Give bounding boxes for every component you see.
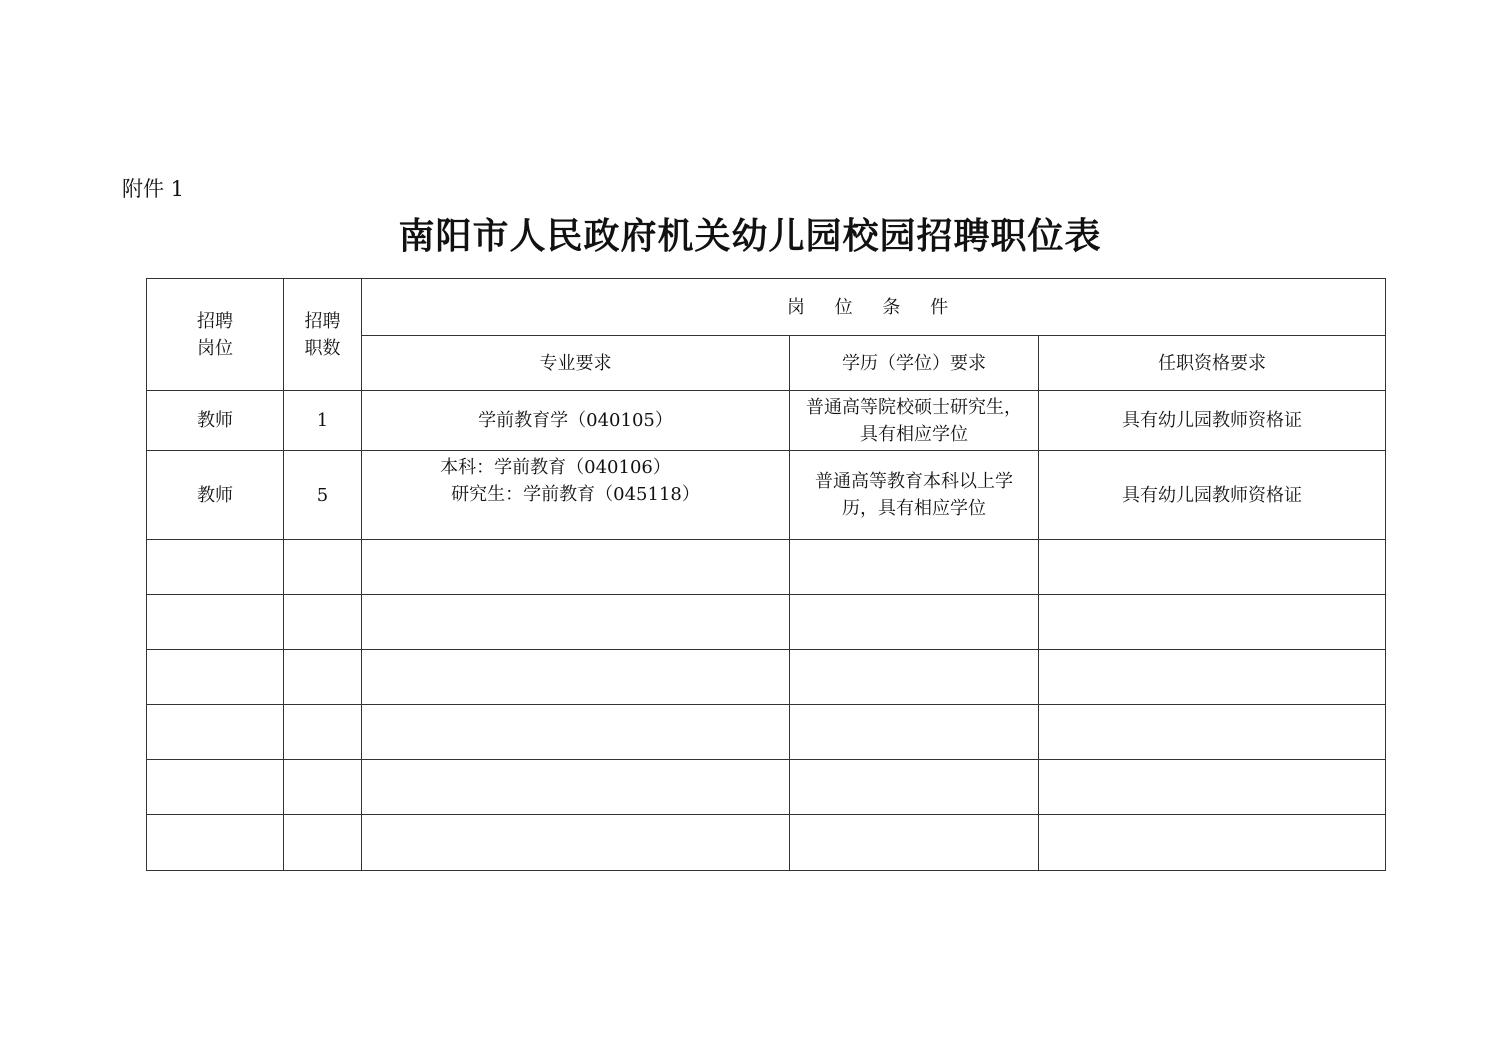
row-education-line2: 具有相应学位 — [860, 423, 968, 445]
header-count — [284, 279, 362, 391]
header-qualification: 任职资格要求 — [1039, 336, 1386, 391]
empty-row — [147, 705, 1386, 760]
empty-cell — [147, 650, 284, 705]
header-count-line1: 招聘 — [304, 310, 341, 332]
empty-cell — [1039, 595, 1386, 650]
empty-cell — [790, 540, 1039, 595]
row-major — [362, 391, 790, 451]
empty-cell — [147, 760, 284, 815]
empty-cell — [362, 760, 790, 815]
header-position-line1: 招聘 — [197, 310, 233, 332]
row-education-line1: 普通高等教育本科以上学 — [815, 471, 1013, 492]
empty-cell — [1039, 705, 1386, 760]
row-major-line1: 本科：学前教育（040106） — [440, 457, 671, 478]
row-position: 教师 — [147, 451, 284, 540]
empty-row — [147, 540, 1386, 595]
empty-cell — [362, 540, 790, 595]
empty-cell — [362, 815, 790, 871]
row-count: 1 — [284, 391, 362, 451]
row-qualification: 具有幼儿园教师资格证 — [1039, 451, 1386, 540]
row-education-line2: 历，具有相应学位 — [842, 498, 986, 519]
header-position-line2: 岗位 — [197, 337, 233, 359]
row-count: 5 — [284, 451, 362, 540]
table-row — [147, 451, 1386, 540]
empty-cell — [147, 815, 284, 871]
row-education — [790, 391, 1039, 451]
table-row — [147, 391, 1386, 451]
empty-cell — [284, 705, 362, 760]
row-major-line1: 学前教育学（040105） — [478, 410, 673, 431]
document-title: 南阳市人民政府机关幼儿园校园招聘职位表 — [398, 216, 1102, 257]
empty-cell — [284, 815, 362, 871]
empty-cell — [1039, 760, 1386, 815]
empty-cell — [790, 760, 1039, 815]
header-education: 学历（学位）要求 — [790, 336, 1039, 391]
row-education — [790, 451, 1039, 540]
header-row-top — [147, 279, 1386, 336]
recruitment-table — [146, 278, 1386, 871]
empty-row — [147, 650, 1386, 705]
header-position — [147, 279, 284, 391]
attachment-label: 附件 1 — [122, 177, 185, 201]
empty-cell — [1039, 815, 1386, 871]
header-conditions: 岗 位 条 件 — [362, 279, 1386, 336]
empty-cell — [284, 540, 362, 595]
empty-cell — [147, 540, 284, 595]
empty-cell — [790, 595, 1039, 650]
empty-row — [147, 815, 1386, 871]
row-qualification: 具有幼儿园教师资格证 — [1039, 391, 1386, 451]
row-education-line1: 普通高等院校硕士研究生， — [806, 396, 1022, 418]
row-position: 教师 — [147, 391, 284, 451]
header-major: 专业要求 — [362, 336, 790, 391]
empty-cell — [362, 650, 790, 705]
empty-cell — [362, 705, 790, 760]
empty-cell — [147, 595, 284, 650]
empty-cell — [790, 815, 1039, 871]
header-count-line2: 职数 — [304, 337, 341, 359]
empty-cell — [284, 650, 362, 705]
empty-cell — [284, 760, 362, 815]
empty-cell — [147, 705, 284, 760]
empty-cell — [790, 650, 1039, 705]
row-major — [362, 451, 790, 540]
row-major-line2: 研究生：学前教育（045118） — [451, 484, 700, 505]
empty-row — [147, 760, 1386, 815]
empty-cell — [284, 595, 362, 650]
empty-row — [147, 595, 1386, 650]
empty-cell — [790, 705, 1039, 760]
empty-cell — [1039, 540, 1386, 595]
empty-cell — [362, 595, 790, 650]
empty-cell — [1039, 650, 1386, 705]
